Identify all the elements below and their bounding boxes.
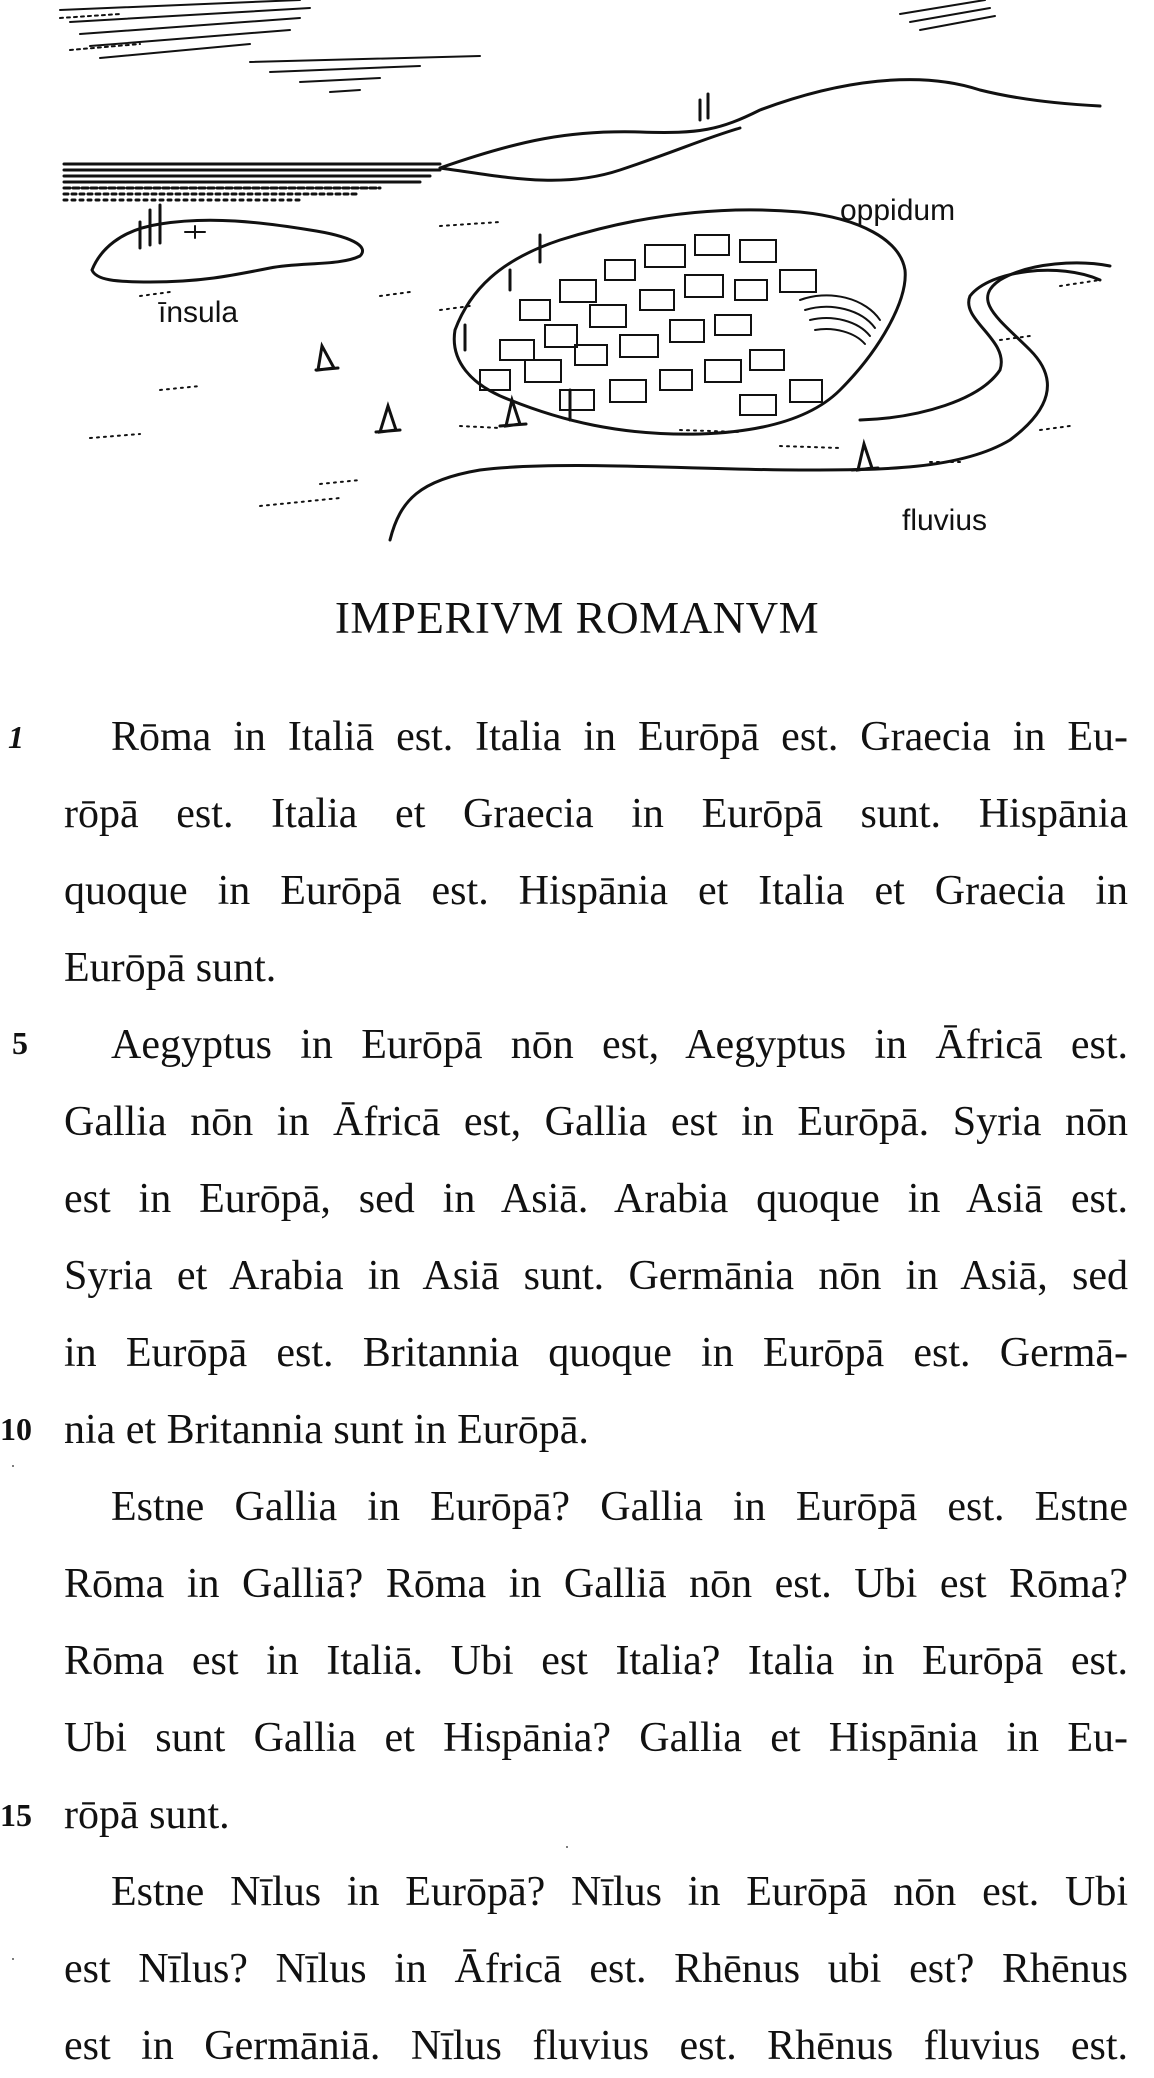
- text-line: Rōma in Italiā est. Italia in Eurōpā est. Graecia in Eu-: [111, 714, 1128, 760]
- map-illustration: [0, 0, 1154, 600]
- text-line: in Eurōpā est. Britannia quoque in Eurōpā est. Germā-: [64, 1330, 1128, 1376]
- text-line: Ubi sunt Gallia et Hispānia? Gallia et Hispānia in Eu-: [64, 1715, 1128, 1761]
- river: [390, 263, 1110, 540]
- text-line: Rōma est in Italiā. Ubi est Italia? Italia in Eurōpā est.: [64, 1638, 1128, 1684]
- line-number: 5: [12, 1025, 28, 1061]
- print-speck: [12, 1465, 14, 1467]
- cloud-left: [60, 0, 480, 92]
- chapter-title: IMPERIVM ROMANVM: [334, 593, 820, 643]
- text-line: rōpā est. Italia et Graecia in Eurōpā sunt. Hispānia: [64, 791, 1128, 837]
- text-line: quoque in Eurōpā est. Hispānia et Italia et Graecia in: [64, 868, 1128, 914]
- line-number: 15: [0, 1797, 32, 1833]
- text-line: nia et Britannia sunt in Eurōpā.: [64, 1407, 589, 1453]
- print-speck: [12, 1958, 14, 1960]
- line-number: 1: [8, 719, 24, 755]
- label-fluvius: fluvius: [902, 504, 988, 537]
- line-number: 10: [0, 1411, 32, 1447]
- text-line: Eurōpā sunt.: [64, 945, 277, 991]
- print-speck: [566, 1846, 568, 1848]
- text-line: Rōma in Galliā? Rōma in Galliā nōn est. Ubi est Rōma?: [64, 1561, 1128, 1607]
- island-outline: [92, 220, 363, 282]
- text-line: est Nīlus? Nīlus in Āfricā est. Rhēnus ubi est? Rhēnus: [64, 1946, 1128, 1992]
- town-buildings: [465, 235, 880, 420]
- text-line: est in Germāniā. Nīlus fluvius est. Rhēnus fluvius est.: [64, 2023, 1128, 2069]
- label-oppidum: oppidum: [840, 194, 956, 227]
- text-line: Estne Gallia in Eurōpā? Gallia in Eurōpā est. Estne: [111, 1484, 1128, 1530]
- text-line: Estne Nīlus in Eurōpā? Nīlus in Eurōpā nōn est. Ubi: [111, 1869, 1128, 1915]
- town-wall: [454, 210, 905, 434]
- text-line: Gallia nōn in Āfricā est, Gallia est in Eurōpā. Syria nōn: [64, 1099, 1128, 1145]
- text-line: Aegyptus in Eurōpā nōn est, Aegyptus in Āfricā est.: [111, 1022, 1128, 1068]
- sea-horizon: [64, 164, 440, 200]
- hill-ridge: [440, 80, 1100, 168]
- text-line: rōpā sunt.: [64, 1792, 230, 1838]
- cloud-right: [900, 0, 995, 30]
- text-line: est in Eurōpā, sed in Asiā. Arabia quoque in Asiā est.: [64, 1176, 1128, 1222]
- label-insula: īnsula: [158, 296, 239, 329]
- text-line: Syria et Arabia in Asiā sunt. Germānia nōn in Asiā, sed: [64, 1253, 1128, 1299]
